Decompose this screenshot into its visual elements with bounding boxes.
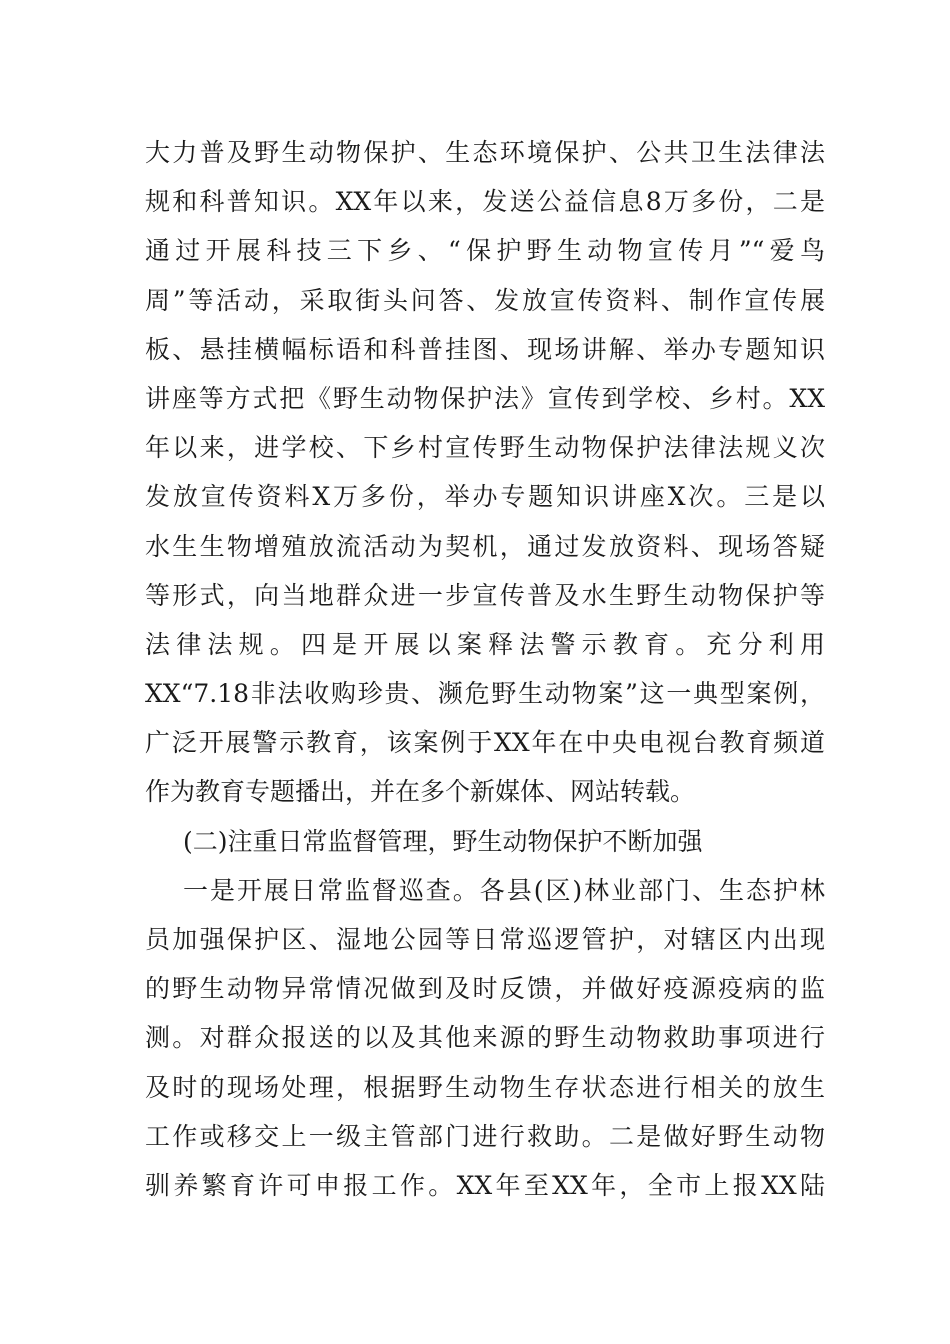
text-line: 年以来，进学校、下乡村宣传野生动物保护法律法规义次 (145, 433, 825, 463)
body-text (145, 128, 825, 1210)
text-line: 水生生物增殖放流活动为契机，通过发放资料、现场答疑 (145, 531, 825, 561)
text-line: 测。对群众报送的以及其他来源的野生动物救助事项进行 (145, 1023, 825, 1053)
text-line: 大力普及野生动物保护、生态环境保护、公共卫生法律法 (145, 138, 825, 167)
text-line: 周”等活动，采取街头问答、发放宣传资料、制作宣传展 (145, 285, 825, 315)
text-line: 工作或移交上一级主管部门进行救助。二是做好野生动物 (145, 1121, 825, 1151)
text-line: 讲座等方式把《野生动物保护法》宣传到学校、乡村。XX (145, 383, 825, 413)
text-line: 员加强保护区、湿地公园等日常巡逻管护，对辖区内出现 (145, 925, 825, 954)
text-line: 的野生动物异常情况做到及时反馈，并做好疫源疫病的监 (145, 974, 825, 1004)
text-line: 通过开展科技三下乡、“保护野生动物宣传月”“爱鸟 (145, 236, 825, 266)
text-line: 驯养繁育许可申报工作。XX年至XX年，全市上报XX陆 (145, 1170, 825, 1200)
text-line: 法律法规。四是开展以案释法警示教育。充分利用 (145, 629, 825, 659)
text-line: 板、悬挂横幅标语和科普挂图、现场讲解、举办专题知识 (145, 334, 825, 364)
text-line: 广泛开展警示教育，该案例于XX年在中央电视台教育频道 (145, 728, 825, 758)
section-heading: (二)注重日常监督管理，野生动物保护不断加强 (183, 826, 703, 856)
text-line: 规和科普知识。XX年以来，发送公益信息8万多份，二是 (145, 187, 825, 217)
text-line: 等形式，向当地群众进一步宣传普及水生野生动物保护等 (145, 580, 825, 610)
text-line: 作为教育专题播出，并在多个新媒体、网站转载。 (145, 777, 696, 807)
paragraph-first-line: 一是开展日常监督巡查。各县(区)林业部门、生态护林 (183, 875, 825, 905)
text-line: 发放宣传资料X万多份，举办专题知识讲座X次。三是以 (145, 482, 825, 512)
text-line: XX“7.18非法收购珍贵、濒危野生动物案”这一典型案例， (145, 679, 825, 709)
text-line: 及时的现场处理，根据野生动物生存状态进行相关的放生 (145, 1072, 825, 1102)
